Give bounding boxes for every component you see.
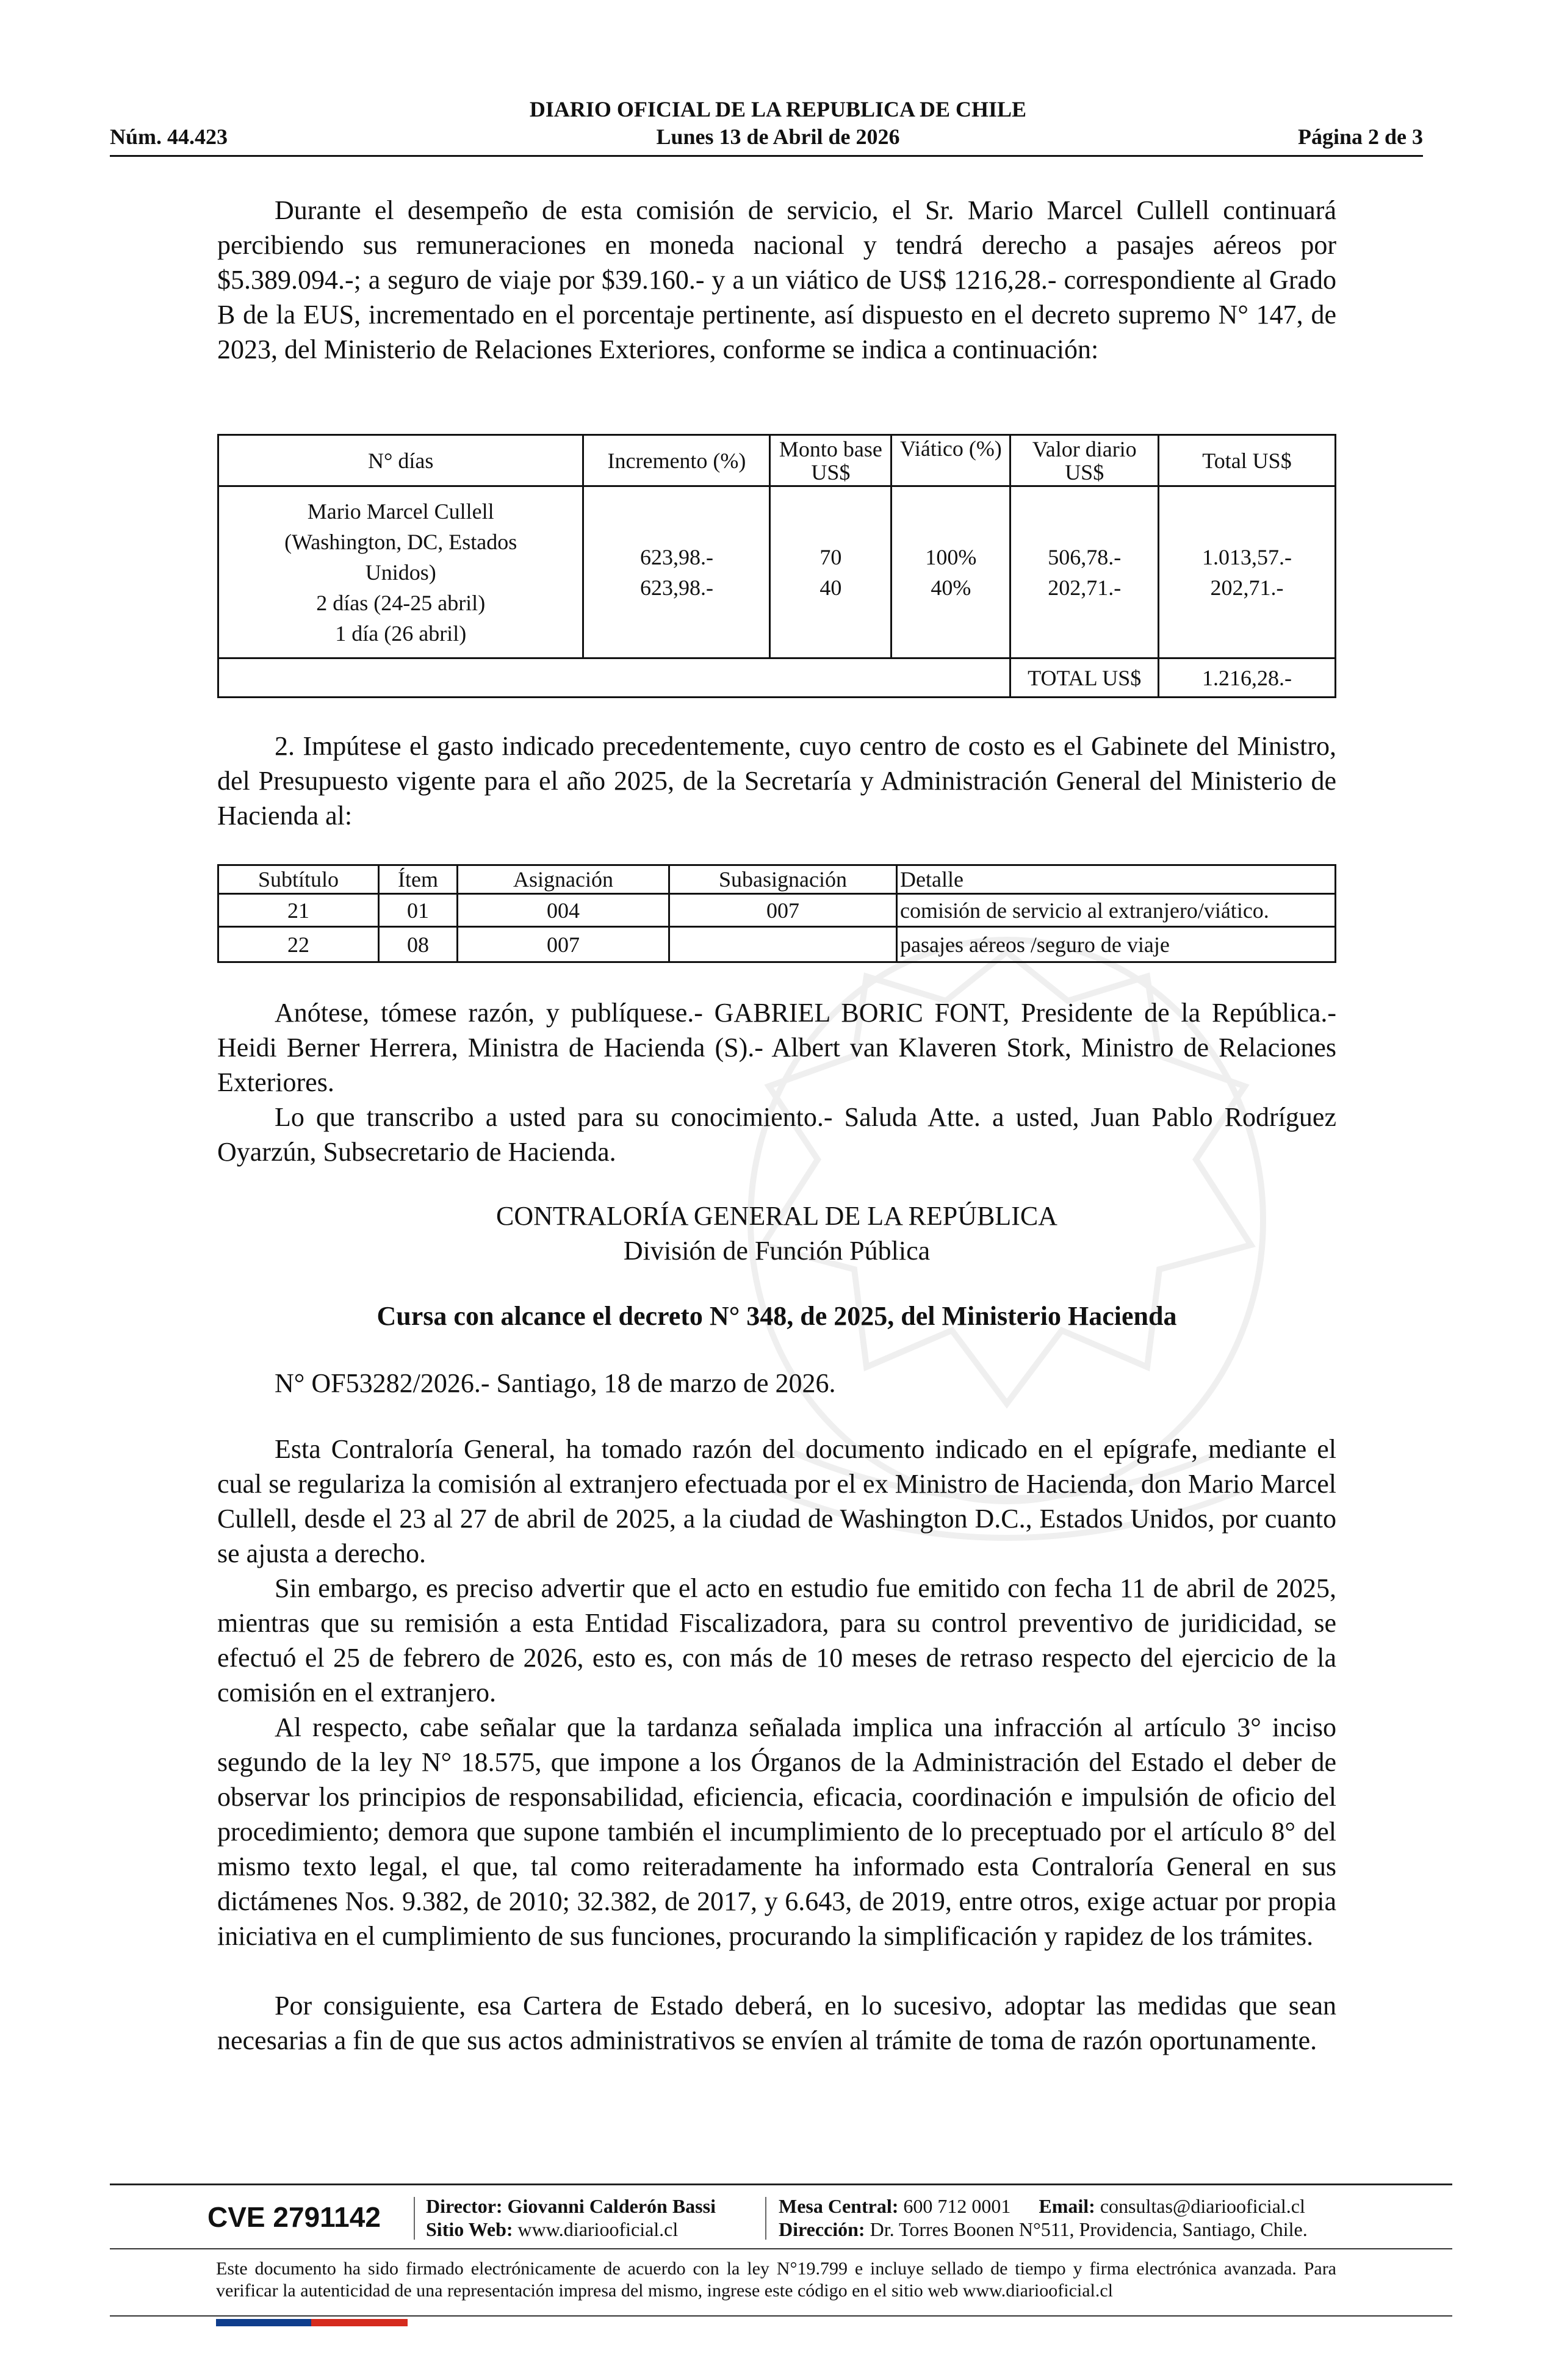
- valor-2: 202,71.-: [1048, 575, 1122, 600]
- imputacion-table: [217, 864, 1336, 963]
- division-heading: División de Función Pública: [623, 1236, 931, 1266]
- row1-detalle: comisión de servicio al extranjero/viático.: [897, 894, 1336, 927]
- cursa-title: Cursa con alcance el decreto N° 348, de 2025, del Ministerio Hacienda: [376, 1301, 1177, 1331]
- paragraph-anotese: Anótese, tómese razón, y publíquese.- GABRIEL BORIC FONT, Presidente de la República.- Heidi Berner Herrera, Ministra de Hacienda (S).- Albert van Klaveren Stork, Ministro de Relaciones Exteriores.: [217, 998, 1336, 1097]
- header-valor-diario: [1010, 435, 1158, 486]
- header-subasignacion: Subasignación: [669, 865, 897, 894]
- footer-separator: [414, 2197, 415, 2240]
- header-valor-line1: Valor diario: [1032, 436, 1137, 461]
- row2-subasignacion: [669, 927, 897, 962]
- total-1: 1.013,57.-: [1201, 544, 1292, 569]
- person-destination-cont: Unidos): [365, 560, 436, 585]
- sitio-label: Sitio Web:: [426, 2218, 513, 2240]
- person-name: Mario Marcel Cullell: [307, 499, 494, 524]
- viatico-2: 40%: [931, 575, 971, 600]
- header-detalle: Detalle: [897, 865, 1336, 894]
- issue-number: Núm. 44.423: [110, 124, 228, 149]
- header-incremento: Incremento (%): [583, 435, 770, 486]
- director-label: Director:: [426, 2195, 503, 2217]
- footer-contact: [779, 2194, 1305, 2218]
- person-destination: (Washington, DC, Estados: [284, 529, 517, 554]
- row2-detalle: pasajes aéreos /seguro de viaje: [897, 927, 1336, 962]
- row2-asignacion: 007: [458, 927, 669, 962]
- header-monto-line1: Monto base: [779, 436, 882, 461]
- header-asignacion: Asignación: [458, 865, 669, 894]
- sitio-link[interactable]: www.diariooficial.cl: [517, 2218, 679, 2240]
- oficio-reference: N° OF53282/2026.- Santiago, 18 de marzo de 2026.: [275, 1368, 836, 1398]
- footer-separator: [765, 2197, 766, 2240]
- paragraph-imputese: 2. Impútese el gasto indicado precedentemente, cuyo centro de costo es el Gabinete del Ministro, del Presupuesto vigente para el año 2025, de la Secretaría y Administración General del Ministerio de Hacienda al:: [217, 731, 1336, 831]
- director-name: Giovanni Calderón Bassi: [507, 2195, 716, 2217]
- total-value: 1.216,28.-: [1158, 658, 1335, 698]
- mesa-label: Mesa Central:: [779, 2195, 899, 2217]
- paragraph-remuneraciones: Durante el desempeño de esta comisión de servicio, el Sr. Mario Marcel Cullell continuará percibiendo sus remuneraciones en moneda nacional y tendrá derecho a pasajes aéreos por $5.389.094.-; a seguro de viaje por $39.160.- y a un viático de US$ 1216,28.- correspondiente al Grado B de la EUS, incrementado en el porcentaje pertinente, así dispuesto en el decreto supremo N° 147, de 2023, del Ministerio de Relaciones Exteriores, conforme se indica a continuación:: [217, 195, 1336, 364]
- row2-item: 08: [379, 927, 458, 962]
- footer-director: [426, 2194, 716, 2218]
- valor-cell: [1010, 486, 1158, 658]
- cve-code: CVE 2791142: [207, 2201, 381, 2233]
- person-cell: [218, 486, 583, 658]
- viatico-table-data-row: [218, 486, 1336, 658]
- row1-asignacion: 004: [458, 894, 669, 927]
- footer-divider: [110, 2183, 1452, 2185]
- flag-stripe-red: [311, 2319, 408, 2326]
- newspaper-title: DIARIO OFICIAL DE LA REPUBLICA DE CHILE: [529, 97, 1027, 121]
- email-label: Email:: [1039, 2195, 1095, 2217]
- viatico-table-total-row: [218, 658, 1336, 698]
- page-indicator: Página 2 de 3: [1297, 124, 1423, 149]
- imputacion-row: [218, 894, 1336, 927]
- viatico-table-header-row: [218, 435, 1336, 486]
- total-2: 202,71.-: [1210, 575, 1284, 600]
- person-days-2: 1 día (26 abril): [335, 621, 467, 646]
- header-item: Ítem: [379, 865, 458, 894]
- valor-1: 506,78.-: [1048, 544, 1122, 569]
- person-days-1: 2 días (24-25 abril): [316, 590, 486, 615]
- monto-1: 70: [819, 544, 842, 569]
- row2-subtitulo: 22: [218, 927, 379, 962]
- header-subtitulo: Subtítulo: [218, 865, 379, 894]
- paragraph-al-respecto: Al respecto, cabe señalar que la tardanza señalada implica una infracción al artículo 3° inciso segundo de la ley N° 18.575, que impone a los Órganos de la Administración del Estado el deber de observar los principios de responsabilidad, eficiencia, eficacia, coordinación e impulsión de oficio del procedimiento; demora que supone también el incumplimiento de lo preceptuado por el artículo 8° del mismo texto legal, el que, tal como reiteradamente ha informado esta Contraloría General en sus dictámenes Nos. 9.382, de 2010; 32.382, de 2017, y 6.643, de 2019, entre otros, exige actuar por propia iniciativa en el cumplimiento de sus funciones, procurando la simplificación y rapidez de los trámites.: [217, 1712, 1336, 1951]
- row1-item: 01: [379, 894, 458, 927]
- imputacion-header-row: [218, 865, 1336, 894]
- footer-sitio: [426, 2218, 678, 2241]
- email-link[interactable]: consultas@diariooficial.cl: [1100, 2195, 1305, 2217]
- mesa-phone: 600 712 0001: [903, 2195, 1011, 2217]
- flag-stripe-blue: [216, 2319, 311, 2326]
- paragraph-por-consiguiente: Por consiguiente, esa Cartera de Estado deberá, en lo sucesivo, adoptar las medidas que sean necesarias a fin de que sus actos administrativos se envíen al trámite de toma de razón oportunamente.: [217, 1991, 1336, 2055]
- paragraph-sin-embargo: Sin embargo, es preciso advertir que el acto en estudio fue emitido con fecha 11 de abril de 2025, mientras que su remisión a esta Entidad Fiscalizadora, para su control preventivo de juridicidad, se efectuó el 25 de febrero de 2026, esto es, con más de 10 meses de retraso respecto del ejercicio de la comisión en el extranjero.: [217, 1573, 1336, 1707]
- total-label: TOTAL US$: [1010, 658, 1158, 698]
- incremento-1: 623,98.-: [639, 544, 713, 569]
- row1-subasignacion: 007: [669, 894, 897, 927]
- signature-notice: Este documento ha sido firmado electrónicamente de acuerdo con la ley N°19.799 e incluye sellado de tiempo y firma electrónica avanzada. Para verificar la autenticidad de una representación impresa del mismo, ingrese este código en el sitio web www.diariooficial.cl: [216, 2259, 1336, 2301]
- header-valor-line2: US$: [1065, 460, 1104, 485]
- monto-cell: [770, 486, 891, 658]
- direccion-value: Dr. Torres Boonen N°511, Providencia, Santiago, Chile.: [870, 2218, 1308, 2240]
- incremento-cell: [583, 486, 770, 658]
- header-divider: [110, 155, 1423, 157]
- total-cell: [1158, 486, 1335, 658]
- viatico-table: [217, 434, 1336, 698]
- header-monto-line2: US$: [811, 460, 851, 485]
- paragraph-toma-razon: Esta Contraloría General, ha tomado razón del documento indicado en el epígrafe, mediante el cual se regulariza la comisión al extranjero efectuada por el ex Ministro de Hacienda, don Mario Marcel Cullell, desde el 23 al 27 de abril de 2025, a la ciudad de Washington D.C., Estados Unidos, por cuanto se ajusta a derecho.: [217, 1434, 1336, 1568]
- footer-divider-3: [110, 2315, 1452, 2317]
- direccion-label: Dirección:: [779, 2218, 865, 2240]
- footer-address: [779, 2218, 1308, 2241]
- header-monto-base: [770, 435, 891, 486]
- viatico-1: 100%: [925, 544, 977, 569]
- header-total: Total US$: [1158, 435, 1335, 486]
- contraloria-heading: CONTRALORÍA GENERAL DE LA REPÚBLICA: [496, 1201, 1057, 1231]
- viatico-cell: [891, 486, 1010, 658]
- header-dias: N° días: [218, 435, 583, 486]
- incremento-2: 623,98.-: [639, 575, 713, 600]
- row1-subtitulo: 21: [218, 894, 379, 927]
- paragraph-transcribo: Lo que transcribo a usted para su conocimiento.- Saluda Atte. a usted, Juan Pablo Rodríguez Oyarzún, Subsecretario de Hacienda.: [217, 1102, 1336, 1167]
- imputacion-row: [218, 927, 1336, 962]
- footer-divider-2: [110, 2248, 1452, 2249]
- monto-2: 40: [819, 575, 842, 600]
- header-viatico: Viático (%): [891, 435, 1010, 486]
- total-spacer: [218, 658, 1010, 698]
- issue-date: Lunes 13 de Abril de 2026: [656, 124, 900, 149]
